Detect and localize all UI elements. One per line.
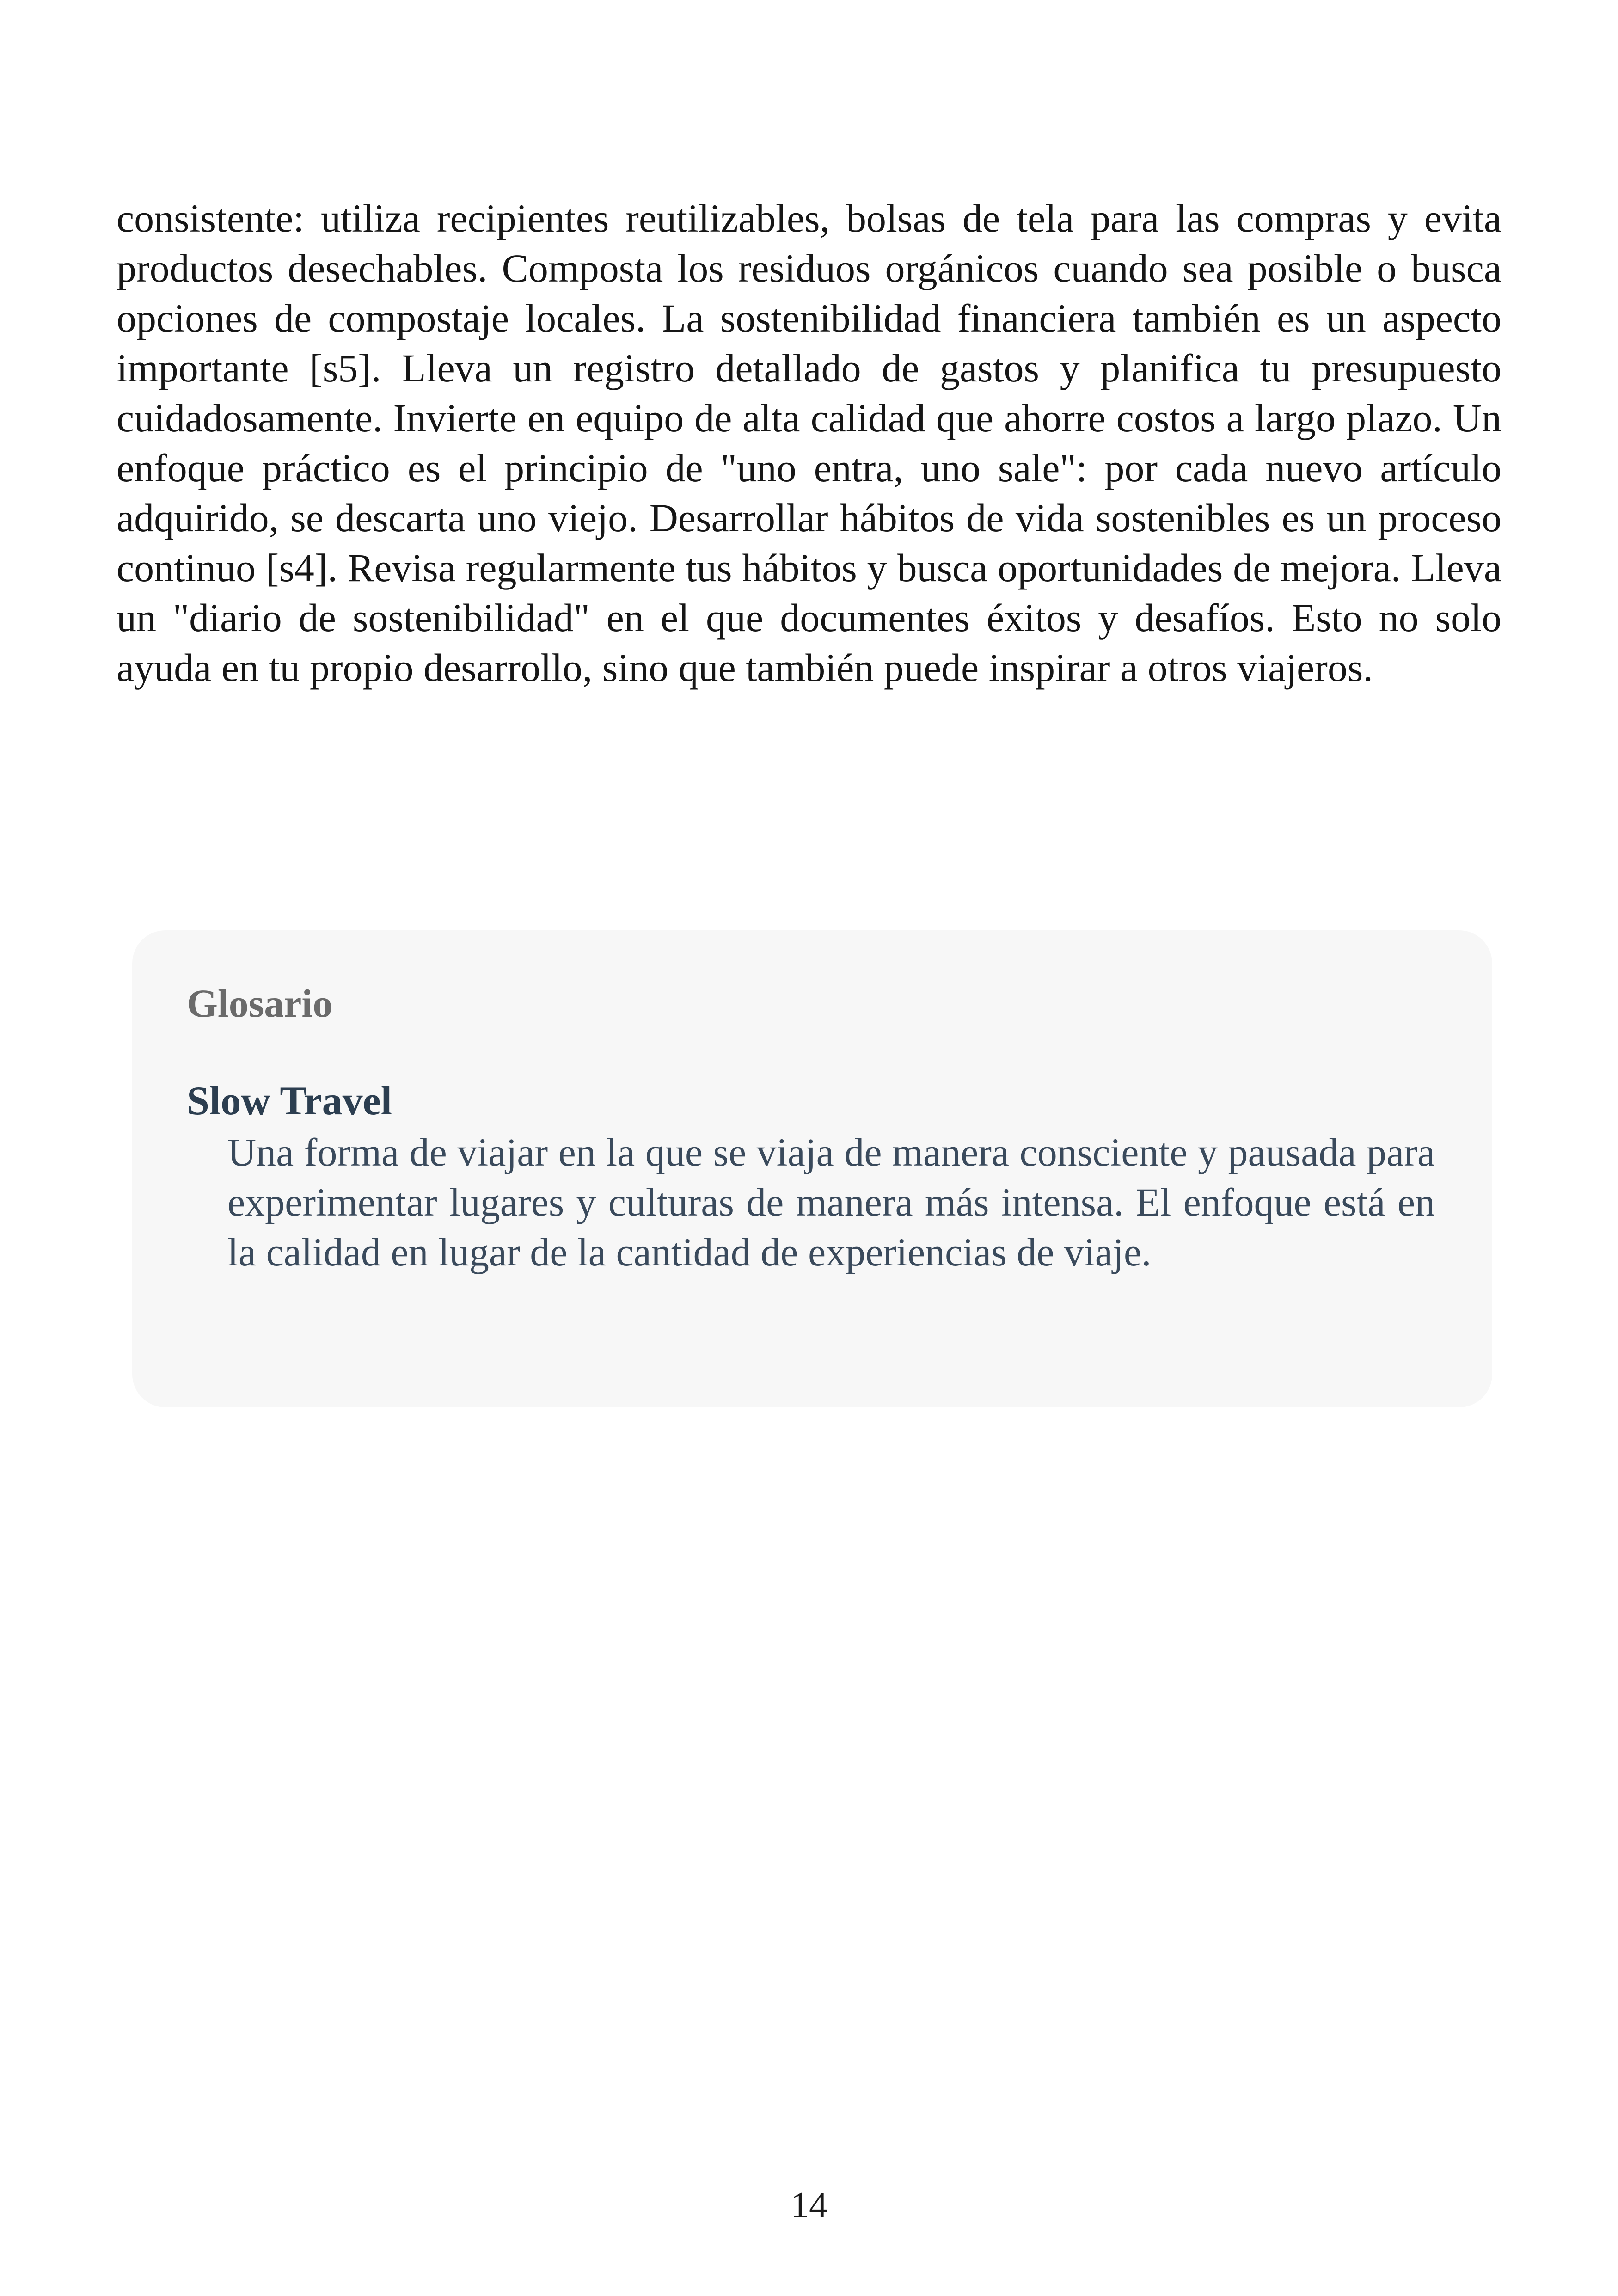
glossary-definition: Una forma de viajar en la que se viaja de manera consciente y pausada para experimentar lugares y culturas de manera más intensa. El enfoque está en la calidad en lugar de la cantidad de experiencias de viaje. [227,1130,1435,1274]
body-paragraph: consistente: utiliza recipientes reutilizables, bolsas de tela para las compras y evita productos desechables. Composta los residuos orgánicos cuando sea posible o busca opciones de compostaje locales. La sostenibilidad financiera también es un aspecto importante [s5]. Lleva un registro detallado de gastos y planifica tu presupuesto cuidadosamente. Invierte en equipo de alta calidad que ahorre costos a largo plazo. Un enfoque práctico es el principio de "uno entra, uno sale": por cada nuevo artículo adquirido, se descarta uno viejo. Desarrollar hábitos de vida sostenibles es un proceso continuo [s4]. Revisa regularmente tus hábitos y busca oportunidades de mejora. Lleva un "diario de sostenibilidad" en el que documentes éxitos y desafíos. Esto no solo ayuda en tu propio desarrollo, sino que también puede inspirar a otros viajeros. [116,196,1502,690]
glossary-heading: Glosario [187,981,333,1025]
glossary-box [132,930,1492,1407]
page-number: 14 [791,2185,827,2226]
glossary-term: Slow Travel [187,1079,392,1123]
